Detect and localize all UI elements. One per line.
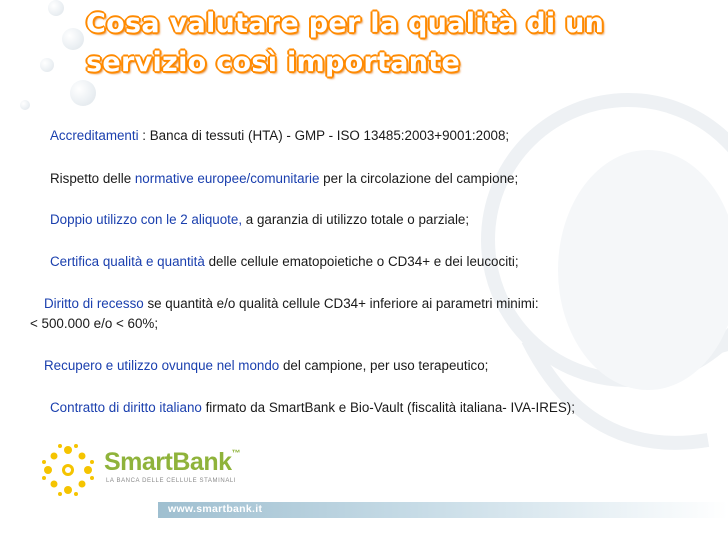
embryo-watermark-icon — [408, 40, 728, 520]
item-text: se quantità e/o qualità cellule CD34+ inferiore ai parametri minimi: — [143, 296, 539, 311]
logo-tagline: LA BANCA DELLE CELLULE STAMINALI — [106, 478, 237, 484]
item-text: a garanzia di utilizzo totale o parziale; — [242, 212, 470, 227]
item-text: firmato da SmartBank e Bio-Vault (fiscalità italiana- IVA-IRES); — [201, 400, 575, 415]
list-item-normative — [50, 171, 518, 186]
item-text: del campione, per uso terapeutico; — [279, 358, 489, 373]
decorative-bubble — [20, 100, 30, 110]
title-line-1: Cosa valutare per la qualità di un — [86, 8, 605, 39]
item-highlight: normative europee/comunitarie — [134, 171, 320, 186]
item-highlight: Accreditamenti — [50, 128, 139, 143]
list-item-accreditamenti — [50, 128, 509, 143]
sun-logo-icon — [38, 440, 98, 500]
logo-name-text: SmartBank — [104, 448, 232, 476]
list-item-doppio-utilizzo — [50, 212, 469, 227]
list-item-recupero — [44, 358, 488, 373]
item-text: delle cellule ematopoietiche o CD34+ e dei leucociti; — [204, 254, 519, 269]
item-highlight: Contratto di diritto italiano — [50, 400, 202, 415]
footer-url-bar — [158, 502, 728, 518]
list-item-certifica — [50, 254, 519, 269]
smartbank-logo — [38, 440, 240, 500]
item-highlight: Doppio utilizzo con le 2 aliquote, — [50, 212, 243, 227]
item-text: : Banca di tessuti (HTA) - GMP - ISO 13485:2003+9001:2008; — [138, 128, 510, 143]
decorative-bubble — [70, 80, 96, 106]
decorative-bubble — [48, 0, 64, 16]
logo-name — [104, 448, 240, 477]
decorative-bubble — [40, 58, 54, 72]
decorative-bubble — [62, 28, 84, 50]
item-text: per la circolazione del campione; — [319, 171, 519, 186]
logo-trademark: ™ — [231, 448, 240, 458]
item-prefix: Rispetto delle — [50, 171, 135, 186]
item-highlight: Recupero e utilizzo ovunque nel mondo — [44, 358, 280, 373]
page-title — [86, 4, 706, 82]
title-line-2: servizio così importante — [86, 47, 461, 78]
item-highlight: Diritto di recesso — [44, 296, 144, 311]
item-highlight: Certifica qualità e quantità — [50, 254, 205, 269]
list-item-recesso — [44, 296, 539, 311]
list-item-recesso-line2: < 500.000 e/o < 60%; — [30, 316, 159, 331]
list-item-contratto — [50, 400, 575, 415]
footer-url: www.smartbank.it — [168, 503, 263, 515]
